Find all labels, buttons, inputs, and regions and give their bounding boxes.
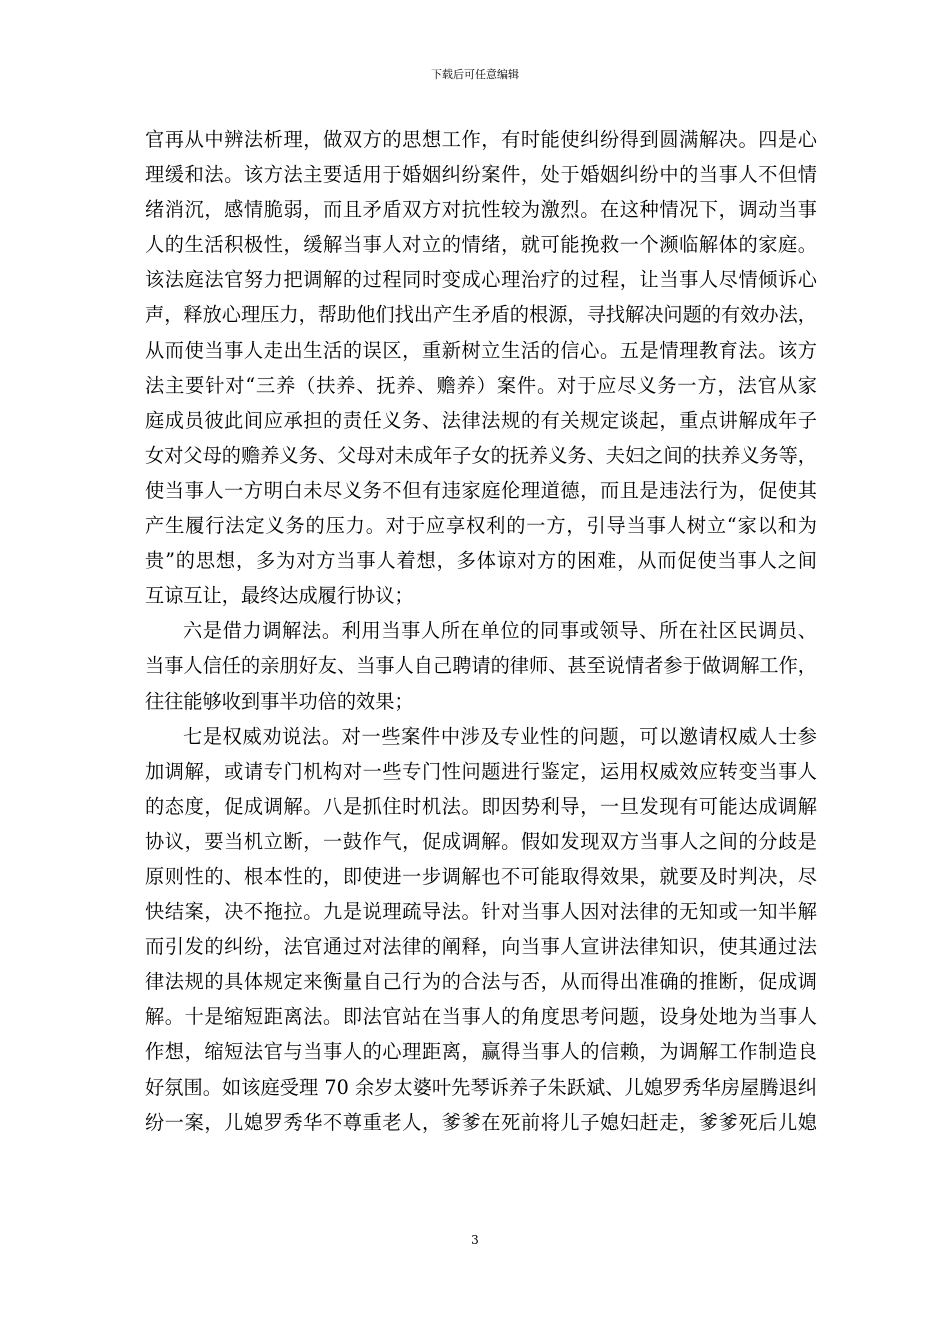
text-line: 而引发的纠纷，法官通过对法律的阐释，向当事人宣讲法律知识，使其通过法 xyxy=(145,935,817,959)
text-line: 七是权威劝说法。对一些案件中涉及专业性的问题，可以邀请权威人士参 xyxy=(183,724,817,748)
text-line: 解。十是缩短距离法。即法官站在当事人的角度思考问题，设身处地为当事人 xyxy=(145,1005,817,1029)
document-body xyxy=(145,122,817,1140)
page-number: 3 xyxy=(471,1233,479,1247)
text-line: 当事人信任的亲朋好友、当事人自己聘请的律师、甚至说情者参于做调解工作， xyxy=(145,654,817,678)
text-line: 该法庭法官努力把调解的过程同时变成心理治疗的过程，让当事人尽情倾诉心 xyxy=(145,268,817,292)
text-line: 从而使当事人走出生活的误区，重新树立生活的信心。五是情理教育法。该方 xyxy=(145,338,817,362)
text-line: 律法规的具体规定来衡量自己行为的合法与否，从而得出准确的推断，促成调 xyxy=(145,970,817,994)
text-line: 绪消沉，感情脆弱，而且矛盾双方对抗性较为激烈。在这种情况下，调动当事 xyxy=(145,198,817,222)
text-line: 互谅互让，最终达成履行协议； xyxy=(145,584,414,608)
text-line: 理缓和法。该方法主要适用于婚姻纠纷案件，处于婚姻纠纷中的当事人不但情 xyxy=(145,163,817,187)
text-line: 原则性的、根本性的，即使进一步调解也不可能取得效果，就要及时判决，尽 xyxy=(145,864,817,888)
text-line: 六是借力调解法。利用当事人所在单位的同事或领导、所在社区民调员、 xyxy=(183,619,817,643)
text-line: 好氛围。如该庭受理 70 余岁太婆叶先琴诉养子朱跃斌、儿媳罗秀华房屋腾退纠 xyxy=(145,1075,817,1099)
text-line: 的态度，促成调解。八是抓住时机法。即因势利导，一旦发现有可能达成调解 xyxy=(145,794,817,818)
text-line: 官再从中辨法析理，做双方的思想工作，有时能使纠纷得到圆满解决。四是心 xyxy=(145,128,817,151)
text-line: 法主要针对“三养（扶养、抚养、赡养）案件。对于应尽义务一方，法官从家 xyxy=(145,373,817,397)
text-line: 产生履行法定义务的压力。对于应享权利的一方，引导当事人树立“家以和为 xyxy=(145,514,817,538)
page-header: 下载后可任意编辑 xyxy=(431,68,519,81)
text-line: 纷一案，儿媳罗秀华不尊重老人，爹爹在死前将儿子媳妇赶走，爹爹死后儿媳 xyxy=(145,1110,817,1134)
text-line: 使当事人一方明白未尽义务不但有违家庭伦理道德，而且是违法行为，促使其 xyxy=(145,478,817,502)
text-line: 快结案，决不拖拉。九是说理疏导法。针对当事人因对法律的无知或一知半解 xyxy=(145,900,817,924)
text-line: 庭成员彼此间应承担的责任义务、法律法规的有关规定谈起，重点讲解成年子 xyxy=(145,408,817,432)
text-line: 女对父母的赡养义务、父母对未成年子女的抚养义务、夫妇之间的扶养义务等， xyxy=(145,443,817,467)
text-line: 往往能够收到事半功倍的效果； xyxy=(145,689,414,713)
text-line: 贵”的思想，多为对方当事人着想，多体谅对方的困难，从而促使当事人之间 xyxy=(145,549,817,573)
text-line: 人的生活积极性，缓解当事人对立的情绪，就可能挽救一个濒临解体的家庭。 xyxy=(145,233,817,257)
text-line: 作想，缩短法官与当事人的心理距离，赢得当事人的信赖，为调解工作制造良 xyxy=(145,1040,817,1064)
text-line: 声，释放心理压力，帮助他们找出产生矛盾的根源，寻找解决问题的有效办法， xyxy=(145,303,817,327)
text-line: 加调解，或请专门机构对一些专门性问题进行鉴定，运用权威效应转变当事人 xyxy=(145,759,817,783)
text-line: 协议，要当机立断，一鼓作气，促成调解。假如发现双方当事人之间的分歧是 xyxy=(145,829,817,853)
